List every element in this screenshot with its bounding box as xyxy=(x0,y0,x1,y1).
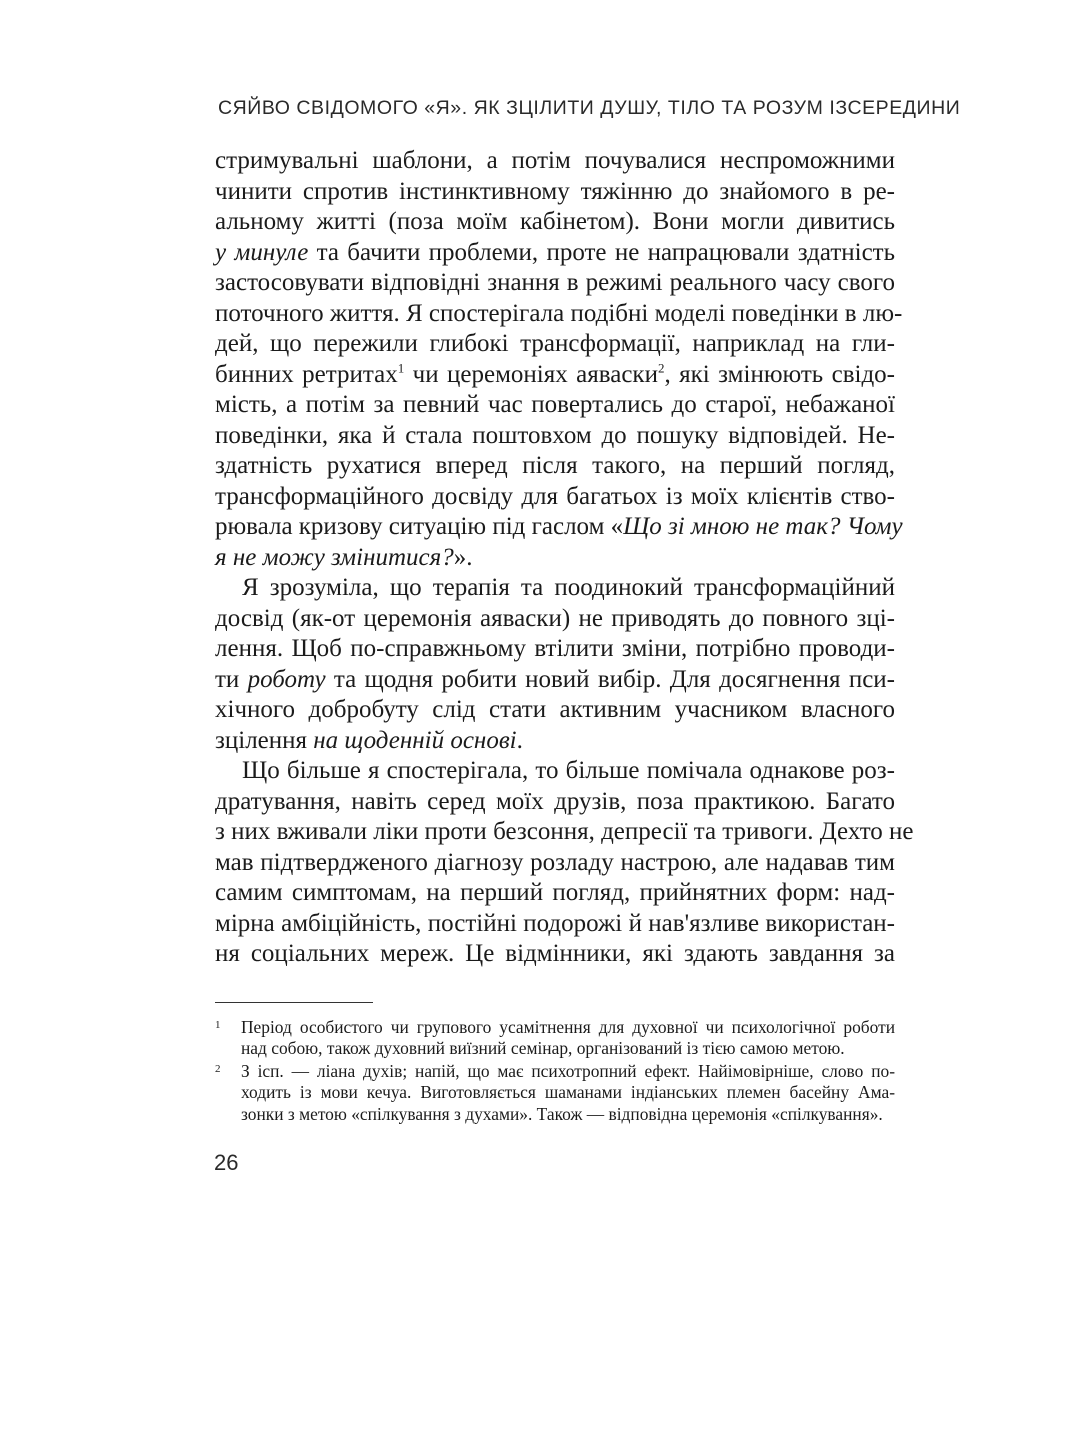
text-line xyxy=(215,543,895,574)
italic-phrase: Що зі мною не так? Чому xyxy=(623,513,903,540)
running-head: СЯЙВО СВІДОМОГО «Я». ЯК ЗЦІЛИТИ ДУШУ, ТІЛО ТА РОЗУМ ІЗСЕРЕДИНИ xyxy=(218,97,961,119)
text-line: дратування, навіть серед моїх друзів, поза практикою. Багато xyxy=(215,787,895,815)
text-line xyxy=(215,665,895,696)
text-line: стримувальні шаблони, а потім почувалися неспроможними xyxy=(215,147,895,174)
text-run: та бачити проблеми, проте не напрацювали здатність xyxy=(308,238,896,266)
text-line: трансформаційного досвіду для багатьох із моїх клієнтів ство- xyxy=(215,482,895,510)
footnote-1 xyxy=(215,1017,895,1060)
text-line: чинити спротив інстинктивному тяжінню до знайомого в ре- xyxy=(215,177,895,205)
text-run: зцілення xyxy=(215,726,314,754)
footnote-line: зонки з метою «спілкування з духами». Також — відповідна церемонія «спілкування». xyxy=(241,1103,883,1124)
text-line: ня соціальних мереж. Це відмінники, які здають завдання за xyxy=(215,940,895,967)
footnote-mark: 1 xyxy=(215,1019,221,1031)
text-line: хічного добробуту слід стати активним учасником власного xyxy=(215,696,895,723)
text-line: з них вживали ліки проти безсоння, депресії та тривоги. Дехто не xyxy=(215,818,914,845)
text-run: бинних ретритах xyxy=(215,360,398,388)
text-line: Що більше я спостерігала, то більше помічала однакове роз- xyxy=(242,757,895,784)
text-run: ». xyxy=(453,543,473,571)
text-run: та щодня робити новий вибір. Для досягнення пси- xyxy=(325,665,895,693)
italic-phrase: роботу xyxy=(247,665,326,693)
text-run: . xyxy=(516,726,523,754)
text-line: мав підтвердженого діагнозу розладу настрою, але надавав тим xyxy=(215,848,895,876)
text-line: мість, а потім за певний час повертались до старої, небажаної xyxy=(215,391,895,418)
text-run: рювала кризову ситуацію під гаслом « xyxy=(215,513,624,540)
italic-phrase: на щоденній основі xyxy=(313,726,517,754)
text-line: мірна амбіційність, постійні подорожі й нав'язливе використан- xyxy=(215,909,895,937)
italic-phrase: я не можу змінитися? xyxy=(215,543,454,571)
text-line: застосовувати відповідні знання в режимі реального часу свого xyxy=(215,269,895,296)
text-run: , які змінюють свідо- xyxy=(664,360,895,388)
footnote-ref-1[interactable]: 1 xyxy=(397,360,405,376)
footnote-ref-2[interactable]: 2 xyxy=(657,360,665,376)
text-line: поточного життя. Я спостерігала подібні моделі поведінки в лю- xyxy=(215,299,903,327)
footnote-divider xyxy=(215,1002,373,1003)
text-line: дей, що пережили глибокі трансформації, наприклад на гли- xyxy=(215,330,895,357)
text-line: поведінки, яка й стала поштовхом до пошуку відповідей. Не- xyxy=(215,421,895,449)
text-line xyxy=(215,238,895,269)
text-run: ти xyxy=(215,665,248,693)
italic-phrase: у минуле xyxy=(215,238,309,266)
footnotes xyxy=(215,1017,895,1126)
footnote-line: над собою, також духовний виїзний семінар, організований із тією самою метою. xyxy=(241,1038,845,1059)
body-text xyxy=(215,146,914,970)
text-line: лення. Щоб по-справжньому втілити зміни, потрібно проводи- xyxy=(215,635,895,662)
footnote-line: Період особистого чи групового усамітнення для духовної чи психологічної роботи xyxy=(241,1017,895,1037)
text-line xyxy=(215,726,895,757)
footnote-line: З ісп. — ліана духів; напій, що має психотропний ефект. Найімовірніше, слово по- xyxy=(241,1060,895,1081)
page-number: 26 xyxy=(214,1150,239,1175)
footnote-2 xyxy=(215,1061,895,1125)
text-line: Я зрозуміла, що терапія та поодинокий трансформаційний xyxy=(242,574,895,601)
text-line xyxy=(215,360,895,391)
text-line xyxy=(215,512,903,543)
text-run: чи церемоніях аяваски xyxy=(404,360,658,388)
text-line: здатність рухатися вперед після такого, на перший погляд, xyxy=(215,452,895,479)
footnote-line: ходить із мови кечуа. Виготовляється шаманами індіанських племен басейну Ама- xyxy=(241,1082,895,1103)
text-line: альному житті (поза моїм кабінетом). Вони могли дивитись xyxy=(215,208,895,235)
footnote-mark: 2 xyxy=(215,1062,221,1075)
text-line: самим симптомам, на перший погляд, прийнятних форм: над- xyxy=(215,879,895,906)
text-line: досвід (як-от церемонія аяваски) не приводять до повного зці- xyxy=(215,604,895,632)
